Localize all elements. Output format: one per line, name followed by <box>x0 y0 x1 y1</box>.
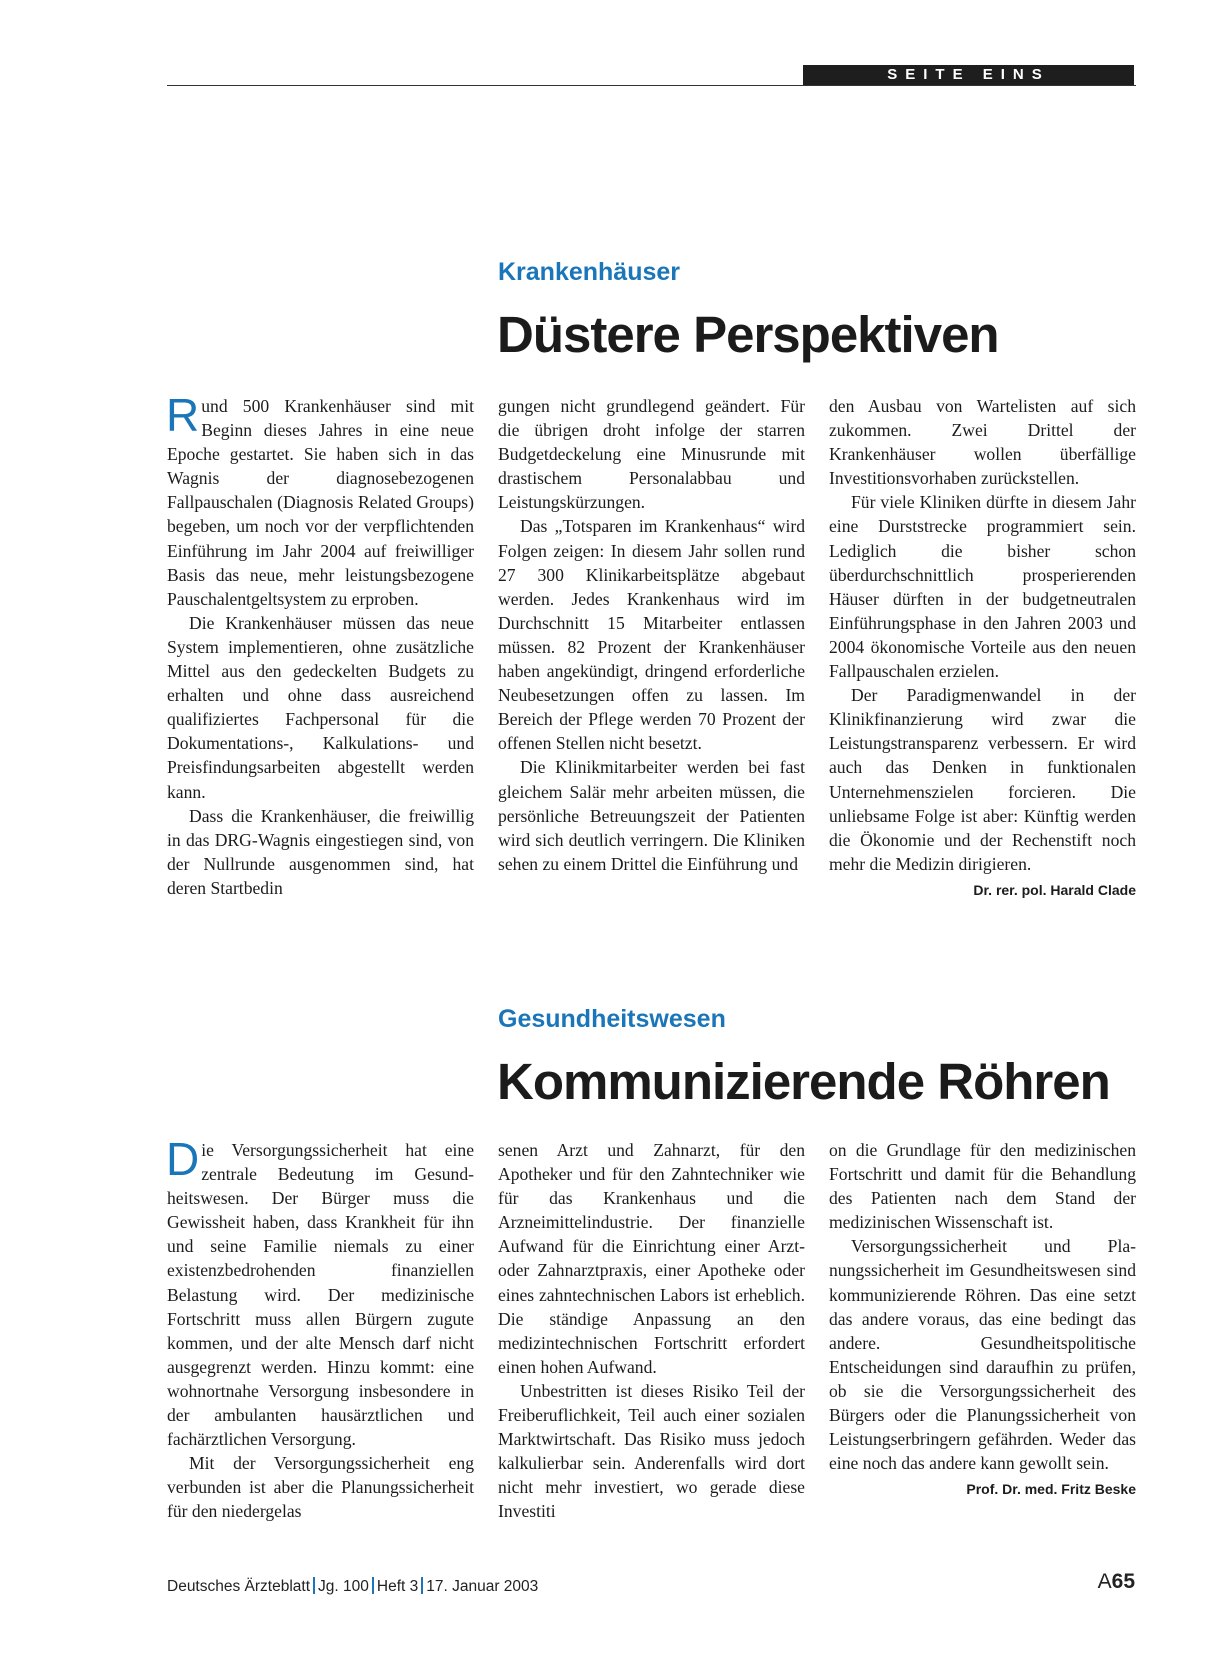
paragraph-text: Versorgungssicherheit und Planungssicherheit im Gesundheitswesen sind kommunizierende Röhren. Das eine setzt das andere voraus, das eine bedingt das andere. Gesundheitspolitische Entscheidungen sind daraufhin zu prüfen, ob sie die Versorgungssicherheit des Bürgers oder die Planungssicherheit von Leistungserbringern gefährden. Weder das eine noch das andere kann gewollt sein. <box>829 1236 1136 1474</box>
header-rule <box>167 85 1136 86</box>
paragraph <box>829 1234 1136 1498</box>
paragraph: Die Klinikmitarbeiter werden bei fast gleichem Salär mehr arbeiten müssen, die persönliche Betreuungszeit der Patienten wird sich deutlich verringern. Die Kliniken sehen zu einem Drittel die Einführung und <box>498 757 805 874</box>
issue: Heft 3 <box>376 1578 419 1595</box>
article2-kicker: Gesundheitswesen <box>498 1005 726 1033</box>
volume: Jg. 100 <box>318 1578 369 1595</box>
article1-column-1 <box>166 389 474 900</box>
author-byline: Prof. Dr. med. Fritz Beske <box>966 1481 1136 1498</box>
paragraph: Unbestritten ist dieses Risiko Teil der Freiberuflichkeit, Teil auch einer sozialen Marktwirtschaft. Das Risiko muss jedoch kalkulierbar sein. Anderenfalls wird dort nicht mehr investiert, wo gerade diese Investiti <box>498 1380 805 1522</box>
footer-citation <box>167 1577 538 1596</box>
paragraph: on die Grundlage für den medizinischen Fortschritt und damit für die Behandlung des Patienten nach dem Stand der medizinischen Wissenschaft ist. <box>829 1140 1136 1233</box>
paragraph: gungen nicht grundlegend geändert. Für die übrigen droht infolge der starren Budgetdeckelung eine Minusrunde mit drastischem Personalabbau und Leistungskürzungen. <box>498 396 805 513</box>
dropcap: R <box>166 389 200 441</box>
paragraph: den Ausbau von Wartelisten auf sich zukommen. Zwei Drittel der Krankenhäuser wollen überfällige Investitionsvorhaben zurückstellen. <box>829 396 1136 489</box>
paragraph: Die Krankenhäuser müssen das neue System implementieren, ohne zusätzliche Mittel aus den gedeckelten Budgets zu erhalten und ohne dass ausreichend qualifiziertes Fachpersonal für die Dokumentations-, Kalkulations- und Preisfindungsarbeiten abgestellt werden kann. <box>167 612 474 802</box>
page-prefix: A <box>1097 1570 1112 1593</box>
paragraph-text: Der Paradigmenwandel in der Klinikfinanzierung wird zwar die Leistungstransparenz verbessern. Er wird auch das Denken in funktionalen Unternehmenszielen forcieren. Die unliebsame Folge ist aber: Künftig werden die Ökonomie und der Rechenstift noch mehr die Medizin dirigieren. <box>829 685 1136 874</box>
paragraph <box>166 1133 474 1451</box>
separator <box>372 1577 374 1594</box>
separator <box>421 1577 423 1594</box>
article2-column-2 <box>498 1138 805 1524</box>
paragraph: Das „Totsparen im Krankenhaus“ wird Folgen zeigen: In diesem Jahr sollen rund 27 300 Klinikarbeitsplätze abgebaut werden. Jedes Krankenhaus wird im Durchschnitt 15 Mitarbeiter entlassen müssen. 82 Prozent der Krankenhäuser haben angekündigt, dringend erforderliche Neubesetzungen offen zu lassen. Im Bereich der Pflege werden 70 Prozent der offenen Stellen nicht besetzt. <box>498 516 805 754</box>
separator <box>313 1577 315 1594</box>
paragraph <box>829 683 1136 898</box>
paragraph: Mit der Versorgungssicherheit eng verbunden ist aber die Planungssicherheit für den niedergelas <box>167 1453 474 1522</box>
article2-headline: Kommunizierende Röhren <box>497 1053 1110 1110</box>
article1-kicker: Krankenhäuser <box>498 258 681 286</box>
paragraph: senen Arzt und Zahnarzt, für den Apotheker und für den Zahntechniker wie für das Krankenhaus und die Arzneimittelindustrie. Der finanzielle Aufwand für die Einrichtung einer Arzt- oder Zahnarztpraxis, einer Apotheke oder eines zahntechnischen Labors ist erheblich. Die ständige Anpassung an den medizintechnischen Fortschritt erfordert einen hohen Aufwand. <box>498 1140 805 1377</box>
article1-column-3 <box>829 394 1136 902</box>
article2-column-1 <box>166 1133 474 1524</box>
page-number <box>1098 1570 1135 1594</box>
issue-date: 17. Januar 2003 <box>426 1578 539 1595</box>
paragraph-text: und 500 Krankenhäuser sind mit Beginn dieses Jahres in eine neue Epoche gestartet. Sie haben sich in das Wagnis der diagnosebezogenen Fallpauschalen (Diagnosis Related Groups) begeben, um noch vor der verpflichtenden Einführung im Jahr 2004 auf freiwilliger Basis das neue, mehr leistungsbezogene Pauschalentgeltsystem zu erproben. <box>167 396 474 609</box>
paragraph <box>166 389 474 611</box>
page-number-value: 65 <box>1111 1570 1135 1593</box>
article1-column-2 <box>498 394 805 876</box>
article1-headline: Düstere Perspektiven <box>497 306 999 363</box>
section-label: SEITE EINS <box>803 65 1134 85</box>
paragraph: Dass die Krankenhäuser, die freiwillig in das DRG-Wagnis eingestiegen sind, von der Nullrunde ausgenommen sind, hat deren Startbedin <box>167 805 474 898</box>
article2-column-3 <box>829 1138 1136 1501</box>
author-byline: Dr. rer. pol. Harald Clade <box>973 881 1136 898</box>
dropcap: D <box>166 1133 200 1185</box>
paragraph-text: ie Versorgungssicherheit hat eine zentrale Bedeutung im Gesundheitswesen. Der Bürger muss die Gewissheit haben, dass Krankheit für ihn und seine Familie niemals zu einer existenzbedrohenden finanziellen Belastung wird. Der medizinische Fortschritt muss allen Bürgern zugute kommen, und der alte Mensch darf nicht ausgegrenzt werden. Hinzu kommt: eine wohnortnahe Versorgung insbesondere in der ambulanten hausärztlichen und fachärztlichen Versorgung. <box>167 1140 474 1450</box>
journal-name: Deutsches Ärzteblatt <box>167 1578 311 1595</box>
paragraph: Für viele Kliniken dürfte in diesem Jahr eine Durststrecke programmiert sein. Lediglich die bisher schon überdurchschnittlich prosperierenden Häuser dürften in der budgetneutralen Einführungsphase in den Jahren 2003 und 2004 ökonomische Vorteile aus den neuen Fallpauschalen erzielen. <box>829 492 1136 682</box>
